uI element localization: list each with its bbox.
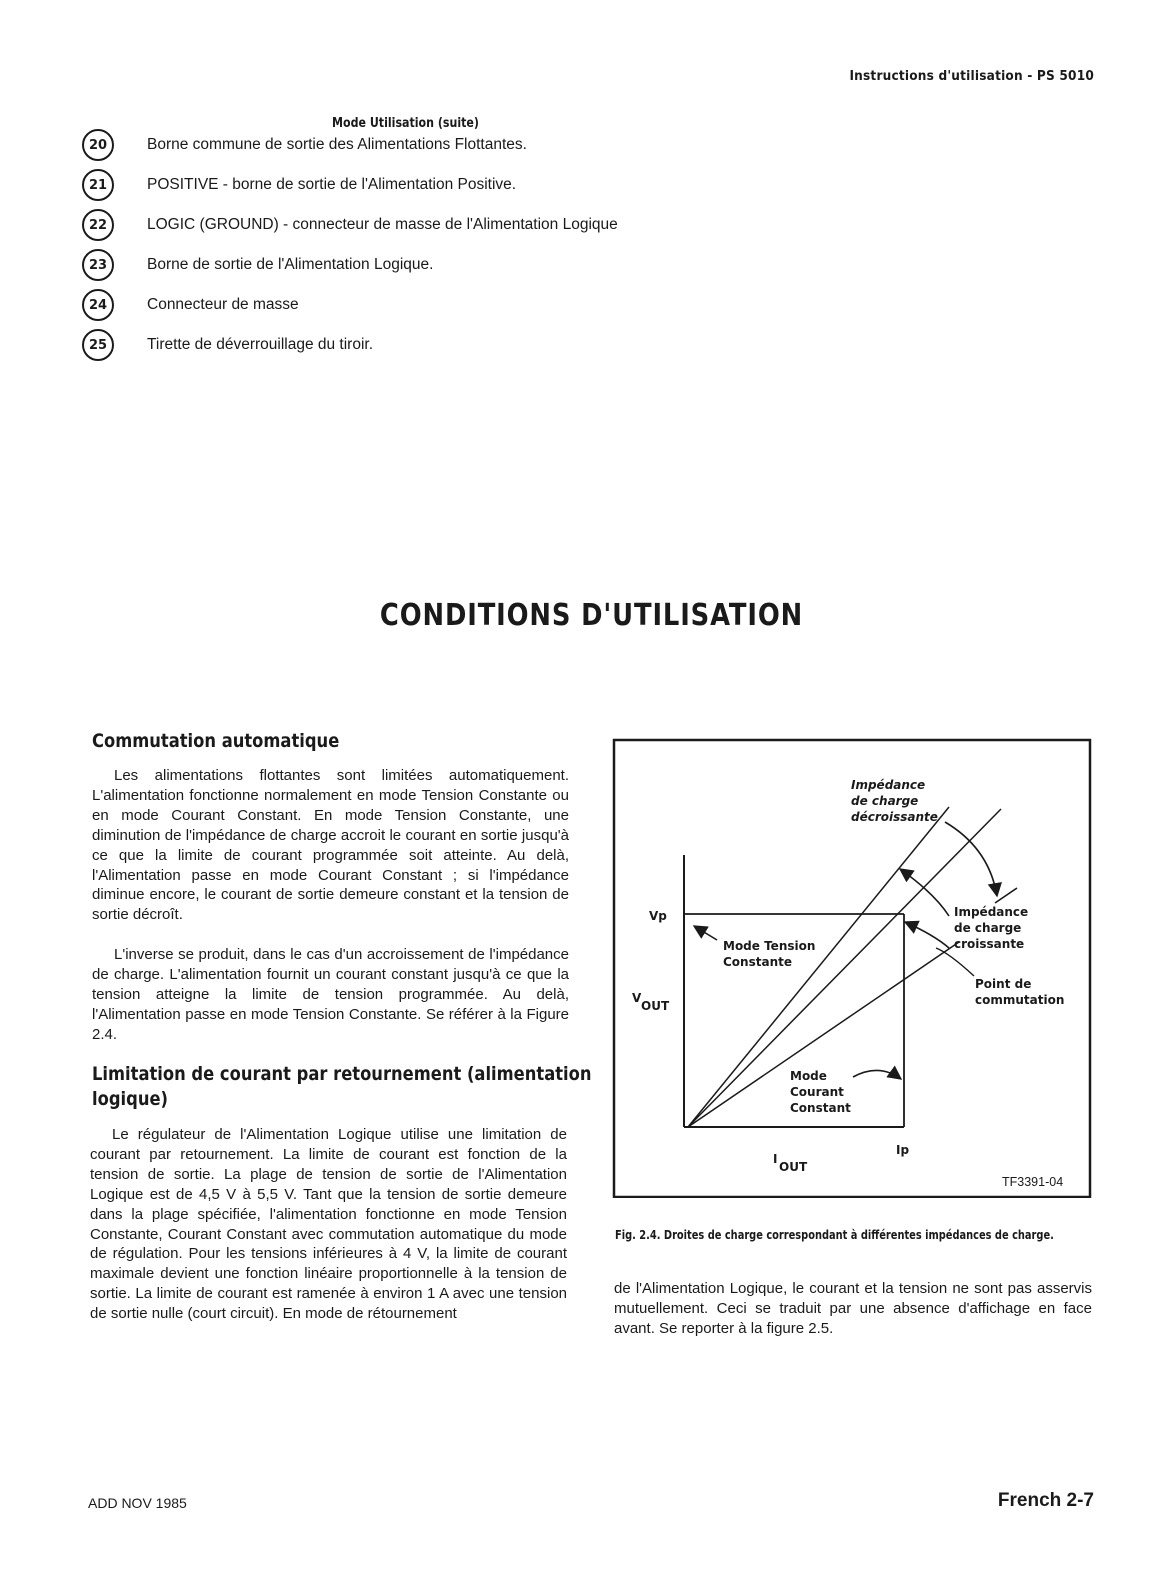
- mode-item: [82, 167, 517, 203]
- mode-subtitle: Mode Utilisation (suite): [332, 116, 479, 131]
- tick-mark: [995, 888, 1017, 903]
- commutation-heading: Commutation automatique: [92, 730, 340, 752]
- imp-cro-line2: de charge: [954, 921, 1022, 935]
- figure-frame: [614, 740, 1090, 1197]
- paragraph: Les alimentations flottantes sont limitées automatiquement. L'alimentation fonctionne normalement en mode Tension Constante ou en mode Courant Constant. En mode Tension Constante, une diminution de l'impédance de charge accroit le courant en sortie jusqu'à ce que la limite de courant programmée soit atteinte. Au delà, l'Alimentation passe en mode Courant Constant ; si l'impédance diminue encore, le courant de sortie demeure constant et la tension de sortie décroît.: [92, 767, 569, 924]
- imp-cro-line3: croissante: [954, 937, 1025, 951]
- paragraph: Le régulateur de l'Alimentation Logique utilise une limitation de courant par retournement. La limite de courant est fonction de la tension de sortie. La plage de tension de sortie de l'Alimentation Logique est de 4,5 V à 5,5 V. Tant que la tension de sortie demeure dans la plage spécifiée, l'alimentation fonctionne en mode Tension Constante, Courant Constant avec commutation automatique du mode de régulation. Pour les tensions inférieures à 4 V, la limite de courant maximale devient une fonction linéaire proportionnelle à la tension de sortie. La limite de courant est ramenée à environ 1 A avec une tension de sortie nulle (court circuit). En mode de rétournement: [90, 1126, 567, 1323]
- constant-voltage-arrow: [694, 926, 717, 940]
- imp-cro-line1: Impédance: [954, 905, 1029, 919]
- figure-caption: Fig. 2.4. Droites de charge correspondant à différentes impédances de charge.: [615, 1228, 1054, 1242]
- switch-point-leader: [936, 948, 974, 976]
- constant-current-arrow: [853, 1070, 901, 1079]
- label-ip: Ip: [896, 1143, 910, 1157]
- label-v: V: [632, 991, 642, 1005]
- point-line1: Point de: [975, 977, 1032, 991]
- courant-line2: Courant: [790, 1085, 844, 1099]
- courant-line3: Constant: [790, 1101, 851, 1115]
- mode-item: [82, 127, 527, 163]
- mode-item: [82, 287, 299, 323]
- imp-dec-line1: Impédance: [851, 778, 926, 792]
- label-i: I: [773, 1152, 778, 1166]
- page-header: Instructions d'utilisation - PS 5010: [849, 68, 1094, 84]
- imp-dec-line2: de charge: [851, 794, 919, 808]
- mode-item: [82, 327, 374, 363]
- load-line-high-impedance: [688, 942, 959, 1127]
- item-number: 24: [82, 289, 114, 321]
- item-text: POSITIVE - borne de sortie de l'Alimentation Positive.: [147, 176, 517, 193]
- limitation-heading-line2: logique): [92, 1088, 169, 1110]
- point-line2: commutation: [975, 993, 1065, 1007]
- limitation-text-continued: [614, 1279, 1092, 1339]
- commutation-text: [92, 766, 569, 1045]
- load-line-figure: [609, 738, 1093, 1198]
- tension-line2: Constante: [723, 955, 792, 969]
- limitation-text: [90, 1125, 567, 1324]
- item-text: Borne de sortie de l'Alimentation Logique.: [147, 256, 434, 273]
- item-number: 22: [82, 209, 114, 241]
- label-i-out: OUT: [779, 1160, 808, 1174]
- imp-dec-line3: décroissante: [851, 810, 938, 824]
- paragraph: de l'Alimentation Logique, le courant et la tension ne sont pas asservis mutuellement. Ceci se traduit par une absence d'affichage en face avant. Se reporter à la figure 2.5.: [614, 1280, 1092, 1337]
- increasing-impedance-arrow: [900, 869, 949, 916]
- limitation-heading-line1: Limitation de courant par retournement (alimentation: [92, 1063, 592, 1085]
- tension-line1: Mode Tension: [723, 939, 816, 953]
- item-text: Connecteur de masse: [147, 296, 299, 313]
- label-v-out: OUT: [641, 999, 670, 1013]
- footer-date: ADD NOV 1985: [88, 1495, 187, 1511]
- mode-item: [82, 207, 618, 243]
- item-text: LOGIC (GROUND) - connecteur de masse de l'Alimentation Logique: [147, 216, 618, 233]
- item-text: Tirette de déverrouillage du tiroir.: [147, 336, 374, 353]
- switch-point-arrow: [905, 922, 949, 948]
- courant-line1: Mode: [790, 1069, 827, 1083]
- mode-item: [82, 247, 434, 283]
- label-vp: Vp: [649, 909, 667, 923]
- item-text: Borne commune de sortie des Alimentations Flottantes.: [147, 136, 527, 153]
- item-number: 25: [82, 329, 114, 361]
- paragraph: L'inverse se produit, dans le cas d'un accroissement de l'impédance de charge. L'alimentation fournit un courant constant jusqu'à ce que la tension atteigne la limite de tension programmée. Au delà, l'Alimentation passe en mode Tension Constante. Se référer à la Figure 2.4.: [92, 946, 569, 1043]
- page-number: French 2-7: [997, 1490, 1094, 1511]
- item-number: 21: [82, 169, 114, 201]
- figure-ref: TF3391-04: [1002, 1175, 1064, 1189]
- section-title: CONDITIONS D'UTILISATION: [379, 598, 804, 633]
- item-number: 23: [82, 249, 114, 281]
- item-number: 20: [82, 129, 114, 161]
